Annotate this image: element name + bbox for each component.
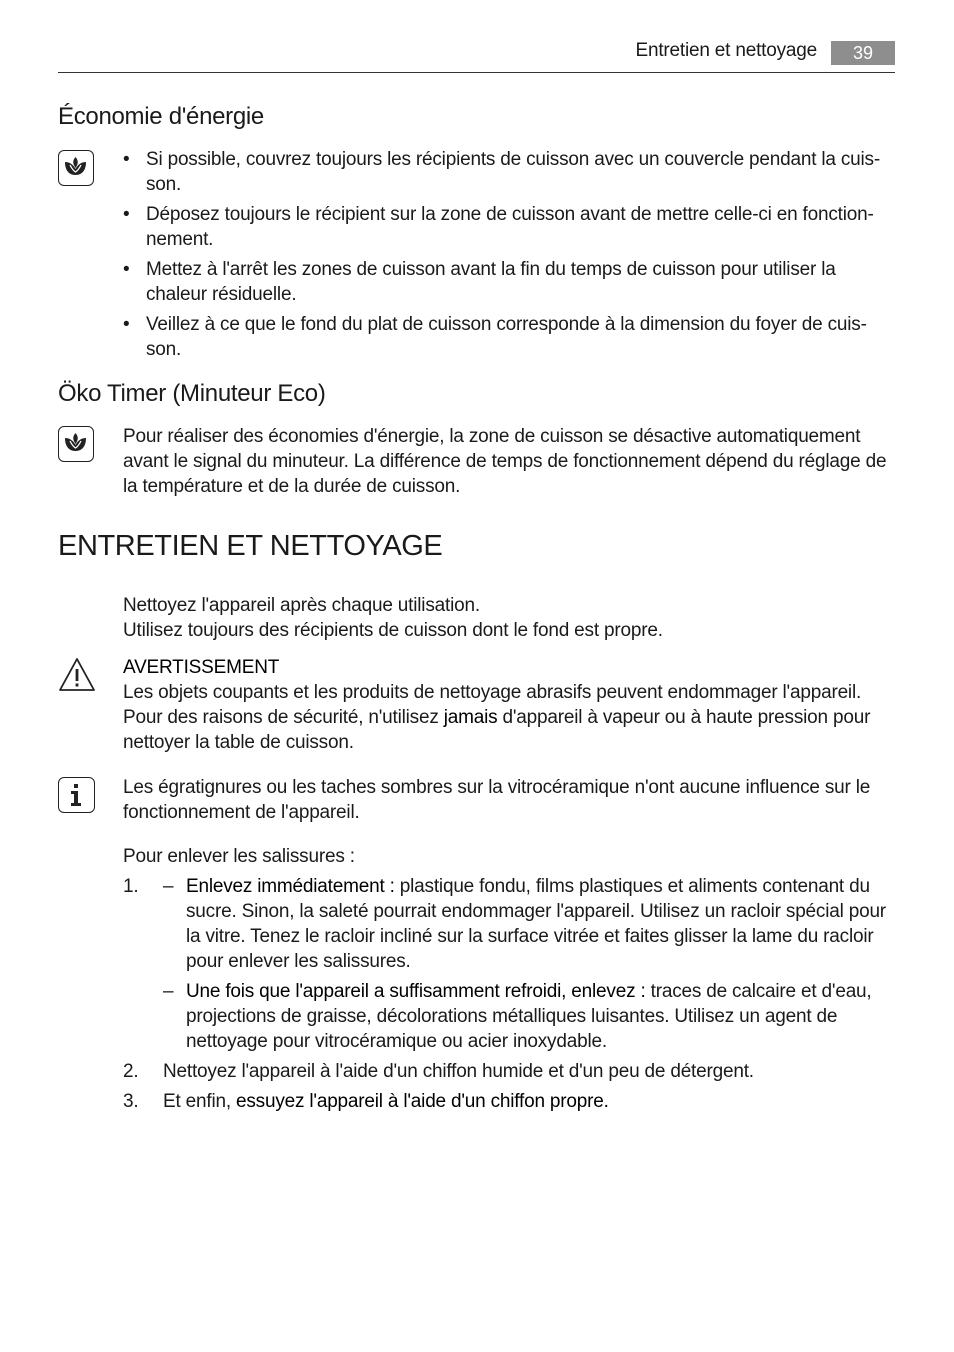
header-title: Entretien et nettoyage [635,40,817,61]
section-heading-oko-timer: Öko Timer (Minuteur Eco) [58,380,326,407]
cleaning-steps [123,874,895,1114]
warning-title: AVERTISSEMENT [123,657,280,678]
page-header [58,40,895,73]
section-heading-economie: Économie d'énergie [58,103,264,130]
remove-label: Pour enlever les salissures : [123,846,355,867]
list-item: • Déposez toujours le récipient sur la zone de cuisson avant de mettre celle-ci en fonction- nement. [123,204,874,250]
oko-timer-text: Pour réaliser des économies d'énergie, la zone de cuisson se désactive automatiquement avant le signal du minuteur. La différence de temps de fonctionnement dépend du réglage de la température et de la durée de cuisson. [123,426,887,497]
step-2: 2. Nettoyez l'appareil à l'aide d'un chiffon humide et d'un peu de détergent. [123,1061,754,1082]
eco-leaf-icon [58,150,94,186]
eco-leaf-icon [58,426,94,462]
step-sub-item: – Une fois que l'appareil a suffisamment refroidi, enlevez : traces de calcaire et d'eau, projections de graisse, décolorations métalliques luisantes. Utilisez un agent de nettoyage pour vitrocéramique ou acier inoxydable. [163,981,872,1052]
info-text: Les égratignures ou les taches sombres sur la vitrocéramique n'ont aucune influence sur le fonctionnement de l'appareil. [123,777,871,823]
warning-icon [58,657,96,693]
intro-text: Nettoyez l'appareil après chaque utilisation. Utilisez toujours des récipients de cuisson dont le fond est propre. [123,595,663,641]
warning-line: Les objets coupants et les produits de nettoyage abrasifs peuvent endommager l'appareil. [123,682,862,703]
warning-block [123,655,895,755]
page-number: 39 [831,41,895,65]
list-item: • Si possible, couvrez toujours les récipients de cuisson avec un couvercle pendant la cuis- son. [123,149,880,195]
step-3: 3. Et enfin, essuyez l'appareil à l'aide d'un chiffon propre. [123,1091,609,1112]
list-item: • Mettez à l'arrêt les zones de cuisson avant la fin du temps de cuisson pour utiliser la chaleur résiduelle. [123,259,836,305]
warning-line: Pour des raisons de sécurité, n'utilisez jamais d'appareil à vapeur ou à haute pression pour nettoyer la table de cuisson. [123,707,871,753]
step-sub-item: – Enlevez immédiatement : plastique fondu, films plastiques et aliments contenant du sucre. Sinon, la saleté pourrait endommager l'appareil. Utilisez un racloir spécial pour la vitre. Tenez le racloir incliné sur la surface vitrée et faites glisser la lame du racloir pour enlever les salissures. [163,876,886,972]
list-item: • Veillez à ce que le fond du plat de cuisson corresponde à la dimension du foyer de cuis- son. [123,314,867,360]
step-1: 1. – Enlevez immédiatement : plastique fondu, films plastiques et aliments contenant du sucre. Sinon, la saleté pourrait endommager l'appareil. Utilisez un racloir spécial pour la vitre. Tenez le racloir incliné sur la surface vitrée et faites glisser la lame du racloir pour enlever les salissures. – Une fois que l'appareil a suffisamment refroidi, enlevez : traces de calcaire et d'eau, projections de graisse, décolorations métalliques luisantes. Utilisez un agent de nettoyage pour vitrocéramique ou acier inoxydable. [123,874,895,1054]
economie-bullet-list [120,147,896,367]
info-icon [58,777,95,813]
chapter-title: ENTRETIEN ET NETTOYAGE [58,530,443,562]
